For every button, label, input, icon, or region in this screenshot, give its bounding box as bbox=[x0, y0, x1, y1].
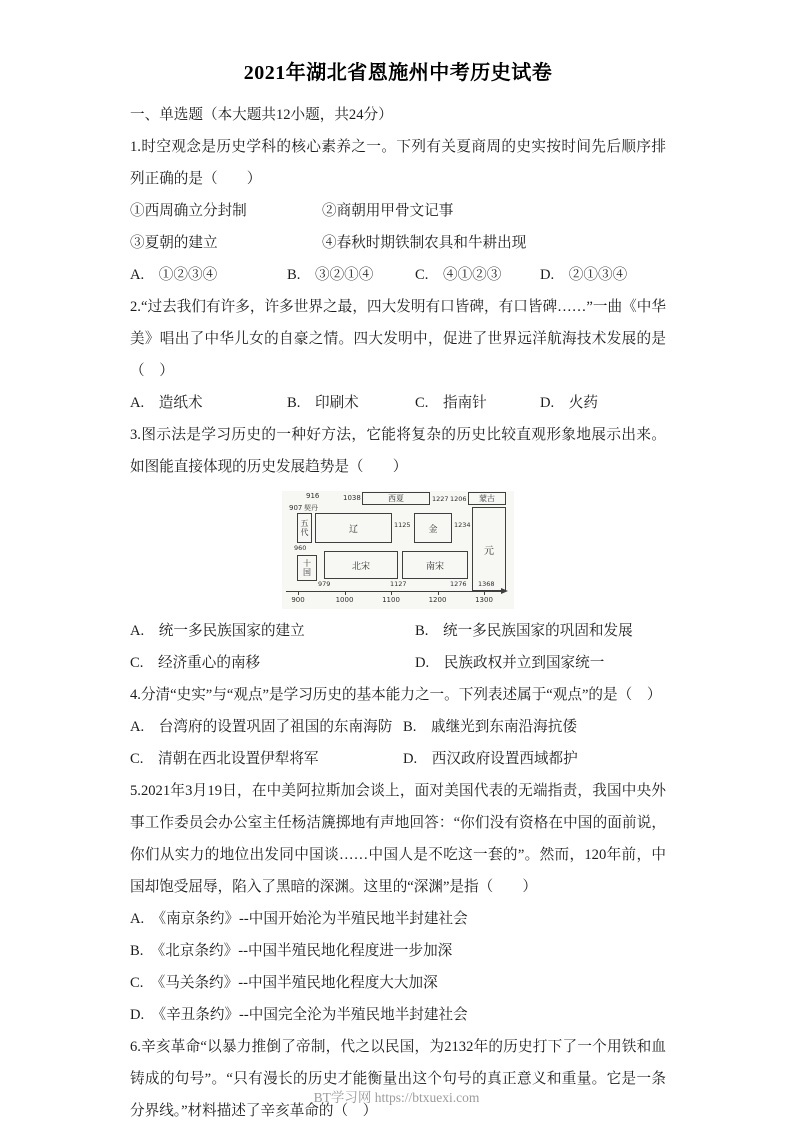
question-stem: 3.图示法是学习历史的一种好方法，它能将复杂的历史比较直观形象地展示出来。如图能直接体现的历史发展趋势是（ ） bbox=[130, 427, 666, 475]
box-wudai: 五代 bbox=[297, 513, 312, 543]
list-item: ④春秋时期铁制农具和牛耕出现 bbox=[322, 235, 527, 251]
numbered-items-row-2 bbox=[130, 227, 666, 259]
options-row bbox=[130, 259, 666, 291]
year-label-1206: 1206 bbox=[450, 495, 467, 503]
box-beisong: 北宋 bbox=[324, 551, 398, 579]
axis-tick-1300 bbox=[484, 591, 485, 595]
year-label-1368: 1368 bbox=[478, 580, 495, 588]
axis-arrow-icon bbox=[501, 588, 508, 594]
label-qidan: 契丹 bbox=[304, 504, 318, 512]
year-label-907: 907 bbox=[289, 504, 303, 512]
option-d: D. 西汉政府设置西域都护 bbox=[403, 751, 578, 767]
question-3-figure bbox=[130, 491, 666, 609]
year-label-979: 979 bbox=[318, 580, 331, 588]
box-menggu: 蒙古 bbox=[468, 492, 506, 505]
option-d: D. 《辛丑条约》--中国完全沦为半殖民地半封建社会 bbox=[130, 1007, 468, 1023]
option-b: B. ③②①④ bbox=[287, 267, 374, 283]
year-label-1227: 1227 bbox=[432, 495, 449, 503]
option-d: D. 火药 bbox=[540, 395, 598, 411]
question-4 bbox=[130, 679, 666, 775]
question-stem: 6.辛亥革命“以暴力推倒了帝制，代之以民国，为2132年的历史打下了一个用铁和血铸成的句号”。“只有漫长的历史才能衡量出这个句号的真正意义和重量。它是一条分界线。”材料描述了辛亥革命的（ ） bbox=[130, 1039, 666, 1119]
box-nansong: 南宋 bbox=[402, 551, 468, 579]
option-a: A. ①②③④ bbox=[130, 267, 218, 283]
option-c: C. 《马关条约》--中国半殖民地化程度大大加深 bbox=[130, 975, 438, 991]
options-row bbox=[130, 615, 666, 647]
page-footer bbox=[0, 1086, 793, 1106]
option-a: A. 台湾府的设置巩固了祖国的东南海防 bbox=[130, 719, 393, 735]
year-label-1127: 1127 bbox=[390, 580, 407, 588]
box-xixia: 西夏 bbox=[362, 492, 430, 505]
axis-tick-1100 bbox=[391, 591, 392, 595]
question-2 bbox=[130, 291, 666, 419]
option-c: C. 指南针 bbox=[415, 395, 487, 411]
option-b: B. 戚继光到东南沿海抗倭 bbox=[403, 719, 577, 735]
year-label-916: 916 bbox=[306, 492, 320, 500]
option-c: C. 经济重心的南移 bbox=[130, 655, 261, 671]
question-stem: 5.2021年3月19日，在中美阿拉斯加会谈上，面对美国代表的无端指责，我国中央外事工作委员会办公室主任杨洁篪掷地有声地回答：“你们没有资格在中国的面前说，你们从实力的地位出发同中国谈……中国人是不吃这一套的”。然而，120年前，中国却饱受屈辱，陷入了黑暗的深渊。这里的“深渊”是指（ ） bbox=[130, 783, 666, 895]
option-c: C. 清朝在西北设置伊犁将军 bbox=[130, 751, 319, 767]
option-c: C. ④①②③ bbox=[415, 267, 502, 283]
option-b: B. 《北京条约》--中国半殖民地化程度进一步加深 bbox=[130, 943, 453, 959]
axis-tick-1200 bbox=[438, 591, 439, 595]
axis-tick-900 bbox=[298, 591, 299, 595]
list-item: ③夏朝的建立 bbox=[130, 235, 218, 251]
box-jin: 金 bbox=[414, 513, 452, 543]
question-1 bbox=[130, 131, 666, 291]
tick-label-1000: 1000 bbox=[335, 596, 354, 604]
question-6 bbox=[130, 1031, 666, 1122]
tick-label-900: 900 bbox=[291, 596, 305, 604]
question-stem: 2.“过去我们有许多，许多世界之最，四大发明有口皆碑，有口皆碑……”一曲《中华美》唱出了中华儿女的自豪之情。四大发明中，促进了世界远洋航海技术发展的是（ ） bbox=[130, 299, 666, 379]
question-stem: 4.分清“史实”与“观点”是学习历史的基本能力之一。下列表述属于“观点”的是（ ） bbox=[130, 687, 662, 703]
list-item: ②商朝用甲骨文记事 bbox=[322, 203, 454, 219]
box-shiguo: 十国 bbox=[297, 555, 317, 581]
section-header: 一、单选题（本大题共12小题，共24分） bbox=[130, 107, 393, 123]
option-d: D. ②①③④ bbox=[540, 267, 628, 283]
tick-label-1200: 1200 bbox=[428, 596, 447, 604]
question-stem: 1.时空观念是历史学科的核心素养之一。下列有关夏商周的史实按时间先后顺序排列正确的是（ ） bbox=[130, 139, 666, 187]
year-label-1276: 1276 bbox=[450, 580, 467, 588]
axis-tick-1000 bbox=[345, 591, 346, 595]
option-d: D. 民族政权并立到国家统一 bbox=[415, 655, 605, 671]
options-row bbox=[130, 743, 666, 775]
option-b: B. 印刷术 bbox=[287, 395, 359, 411]
exam-content bbox=[130, 0, 666, 1122]
year-label-960: 960 bbox=[294, 544, 307, 552]
box-yuan: 元 bbox=[472, 507, 506, 591]
year-label-1234: 1234 bbox=[454, 521, 471, 529]
options-row bbox=[130, 387, 666, 419]
exam-title: 2021年湖北省恩施州中考历史试卷 bbox=[243, 62, 553, 84]
list-item: ①西周确立分封制 bbox=[130, 203, 247, 219]
site-url-link[interactable]: https://btxuexi.com bbox=[374, 1090, 480, 1105]
options-row bbox=[130, 711, 666, 743]
numbered-items-row-1 bbox=[130, 195, 666, 227]
box-liao: 辽 bbox=[315, 513, 392, 543]
site-name: BT学习网 bbox=[313, 1090, 372, 1105]
dynasty-timeline-diagram bbox=[282, 491, 514, 609]
question-5 bbox=[130, 775, 666, 1031]
timeline-axis bbox=[286, 591, 502, 592]
option-a: A. 《南京条约》--中国开始沦为半殖民地半封建社会 bbox=[130, 911, 468, 927]
options-row bbox=[130, 647, 666, 679]
year-label-1125: 1125 bbox=[394, 521, 411, 529]
year-label-1038: 1038 bbox=[343, 494, 361, 502]
tick-label-1100: 1100 bbox=[382, 596, 400, 604]
question-3 bbox=[130, 419, 666, 679]
option-a: A. 统一多民族国家的建立 bbox=[130, 623, 305, 639]
option-b: B. 统一多民族国家的巩固和发展 bbox=[415, 623, 633, 639]
option-a: A. 造纸术 bbox=[130, 395, 203, 411]
tick-label-1300: 1300 bbox=[475, 596, 493, 604]
